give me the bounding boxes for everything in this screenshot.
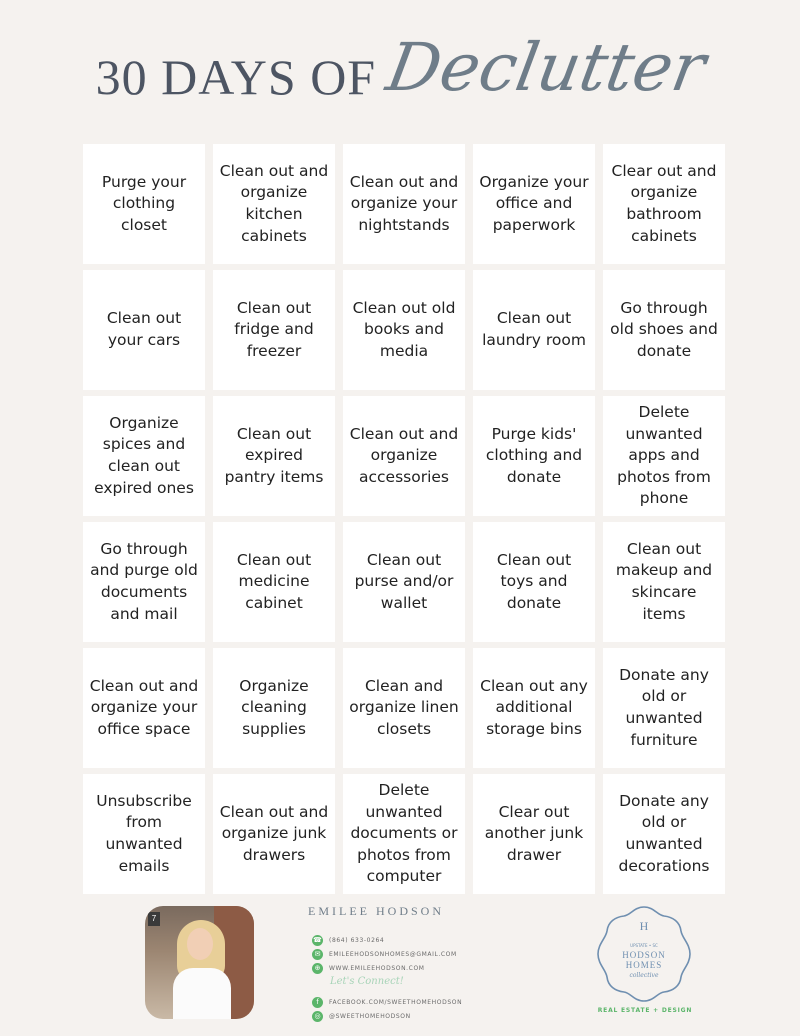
logo-tagline: REAL ESTATE + DESIGN bbox=[597, 1007, 693, 1014]
task-cell: Organize spices and clean out expired ones bbox=[83, 396, 205, 516]
task-cell: Clean out purse and/or wallet bbox=[343, 522, 465, 642]
page-title bbox=[0, 28, 800, 118]
task-cell: Organize cleaning supplies bbox=[213, 648, 335, 768]
instagram-icon: ◎ bbox=[312, 1011, 323, 1022]
task-cell: Clean out medicine cabinet bbox=[213, 522, 335, 642]
task-cell: Clean out your cars bbox=[83, 270, 205, 390]
task-cell: Purge kids' clothing and donate bbox=[473, 396, 595, 516]
contact-website[interactable] bbox=[312, 962, 425, 974]
contact-phone[interactable] bbox=[312, 934, 384, 946]
facebook-text: FACEBOOK.COM/SWEETHOMEHODSON bbox=[329, 998, 463, 1006]
task-cell: Donate any old or unwanted furniture bbox=[603, 648, 725, 768]
logo-line3: collective bbox=[629, 972, 659, 979]
connect-text: Let's Connect! bbox=[330, 976, 404, 987]
photo-dress bbox=[173, 968, 231, 1019]
task-cell: Clean out and organize your nightstands bbox=[343, 144, 465, 264]
web-icon: ⊕ bbox=[312, 963, 323, 974]
website-text: WWW.EMILEEHODSON.COM bbox=[329, 964, 425, 972]
contact-instagram[interactable] bbox=[312, 1010, 411, 1022]
task-cell: Clean out fridge and freezer bbox=[213, 270, 335, 390]
task-cell: Unsubscribe from unwanted emails bbox=[83, 774, 205, 894]
agent-name: EMILEE HODSON bbox=[308, 904, 444, 918]
contact-email[interactable] bbox=[312, 948, 457, 960]
logo-letter: H bbox=[639, 919, 649, 933]
task-cell: Clear out and organize bathroom cabinets bbox=[603, 144, 725, 264]
hodson-homes-logo bbox=[594, 904, 694, 1004]
title-main: 30 DAYS OF bbox=[95, 49, 377, 105]
task-cell: Clean out old books and media bbox=[343, 270, 465, 390]
task-cell: Clean out and organize junk drawers bbox=[213, 774, 335, 894]
email-text: EMILEEHODSONHOMES@GMAIL.COM bbox=[329, 950, 457, 958]
logo-region: UPSTATE • SC bbox=[630, 943, 658, 948]
phone-icon: ☎ bbox=[313, 935, 322, 944]
agent-photo bbox=[145, 906, 254, 1019]
email-icon: ✉ bbox=[312, 949, 323, 960]
photo-sign: 7 bbox=[148, 912, 160, 926]
contact-facebook[interactable] bbox=[312, 996, 462, 1008]
photo-face bbox=[187, 928, 213, 960]
task-cell: Clean out expired pantry items bbox=[213, 396, 335, 516]
task-cell: Clean out makeup and skincare items bbox=[603, 522, 725, 642]
task-cell: Delete unwanted documents or photos from computer bbox=[343, 774, 465, 894]
title-script: Declutter bbox=[381, 28, 712, 106]
task-cell: Go through and purge old documents and mail bbox=[83, 522, 205, 642]
instagram-text: @SWEETHOMEHODSON bbox=[329, 1012, 411, 1020]
task-cell: Clean out and organize accessories bbox=[343, 396, 465, 516]
task-cell: Clean out and organize kitchen cabinets bbox=[213, 144, 335, 264]
declutter-grid bbox=[83, 144, 725, 894]
task-cell: Clean and organize linen closets bbox=[343, 648, 465, 768]
task-cell: Clean out and organize your office space bbox=[83, 648, 205, 768]
task-cell: Clear out another junk drawer bbox=[473, 774, 595, 894]
logo-line2: HOMES bbox=[625, 960, 663, 970]
task-cell: Clean out any additional storage bins bbox=[473, 648, 595, 768]
phone-text: (864) 633-0264 bbox=[329, 936, 385, 944]
facebook-icon: f bbox=[312, 997, 323, 1008]
logo-line1: HODSON bbox=[622, 950, 666, 960]
task-cell: Go through old shoes and donate bbox=[603, 270, 725, 390]
task-cell: Clean out laundry room bbox=[473, 270, 595, 390]
task-cell: Delete unwanted apps and photos from phone bbox=[603, 396, 725, 516]
task-cell: Organize your office and paperwork bbox=[473, 144, 595, 264]
task-cell: Clean out toys and donate bbox=[473, 522, 595, 642]
task-cell: Purge your clothing closet bbox=[83, 144, 205, 264]
task-cell: Donate any old or unwanted decorations bbox=[603, 774, 725, 894]
